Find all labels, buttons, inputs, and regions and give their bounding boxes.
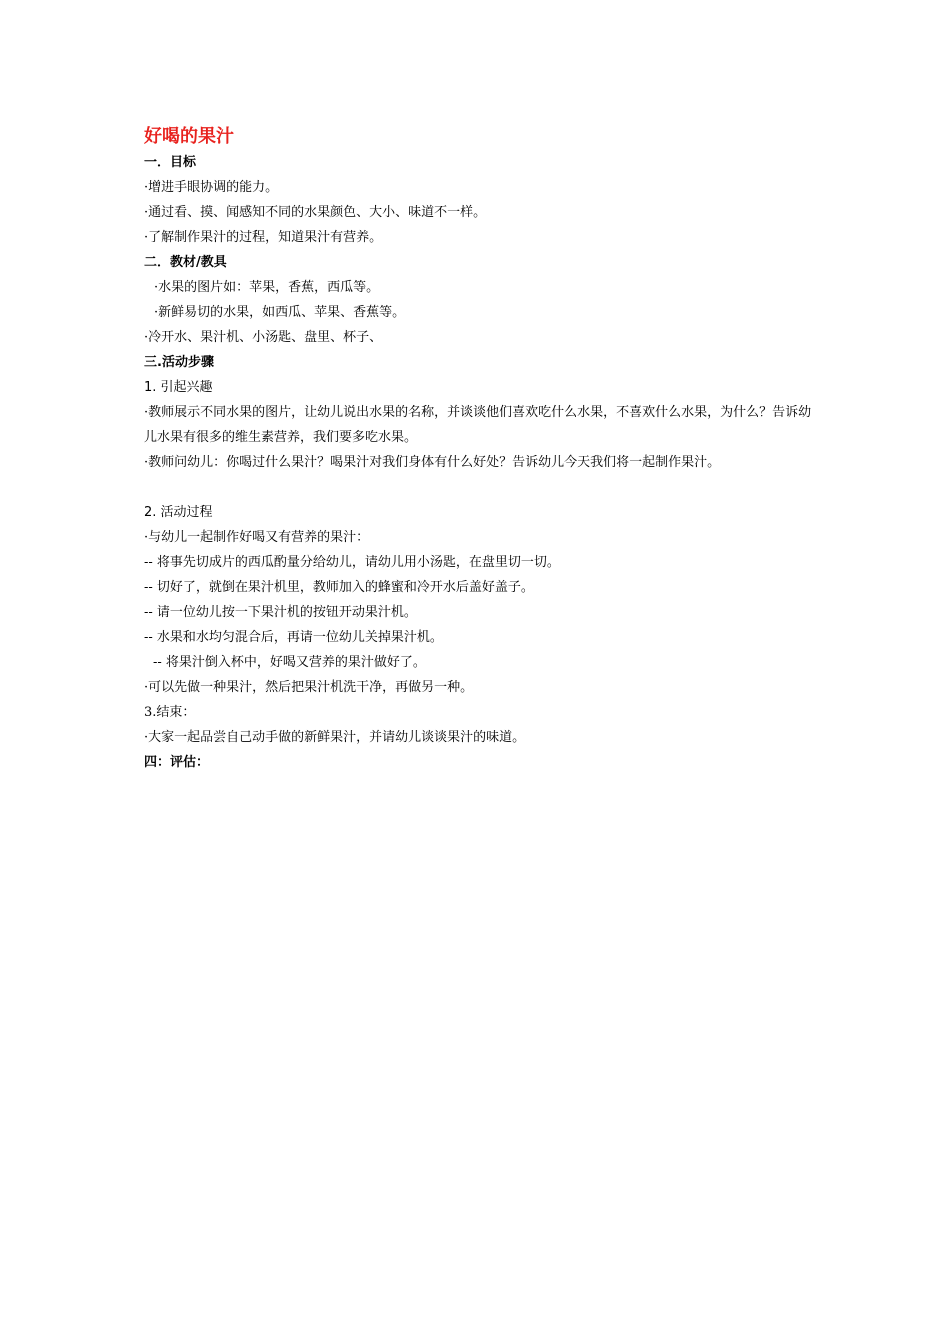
- blank-line: [144, 475, 814, 500]
- material-item: ·新鲜易切的水果，如西瓜、苹果、香蕉等。: [154, 305, 406, 320]
- step-heading-2: 2. 活动过程: [144, 505, 213, 520]
- goal-item: ·了解制作果汁的过程，知道果汁有营养。: [144, 230, 383, 245]
- step2-item: -- 将事先切成片的西瓜酌量分给幼儿，请幼儿用小汤匙，在盘里切一切。: [144, 555, 560, 570]
- step2-item: ·与幼儿一起制作好喝又有营养的果汁：: [144, 530, 370, 545]
- document-title: 好喝的果汁: [144, 126, 234, 147]
- step2-item: -- 请一位幼儿按一下果汁机的按钮开动果汁机。: [144, 605, 417, 620]
- material-item: ·冷开水、果汁机、小汤匙、盘里、杯子、: [144, 330, 383, 345]
- goal-item: ·通过看、摸、闻感知不同的水果颜色、大小、味道不一样。: [144, 205, 487, 220]
- goal-item: ·增进手眼协调的能力。: [144, 180, 279, 195]
- section-heading-evaluation: 四：评估：: [144, 755, 210, 770]
- step1-paragraph: ·教师问幼儿：你喝过什么果汁？喝果汁对我们身体有什么好处？告诉幼儿今天我们将一起制作果汁。: [144, 455, 721, 470]
- step2-item: -- 切好了，就倒在果汁机里，教师加入的蜂蜜和冷开水后盖好盖子。: [144, 580, 534, 595]
- section-heading-goals: 一．目标: [144, 155, 197, 170]
- section-heading-materials: 二．教材/教具: [144, 255, 227, 270]
- step3-item: ·大家一起品尝自己动手做的新鲜果汁，并请幼儿谈谈果汁的味道。: [144, 730, 526, 745]
- step1-paragraph: ·教师展示不同水果的图片，让幼儿说出水果的名称，并谈谈他们喜欢吃什么水果，不喜欢什么水果，为什么？告诉幼儿水果有很多的维生素营养，我们要多吃水果。: [144, 405, 812, 445]
- material-item: ·水果的图片如：苹果，香蕉，西瓜等。: [154, 280, 380, 295]
- section-heading-steps: 三.活动步骤: [144, 355, 214, 370]
- step2-item: ·可以先做一种果汁，然后把果汁机洗干净，再做另一种。: [144, 680, 474, 695]
- step2-item: -- 水果和水均匀混合后，再请一位幼儿关掉果汁机。: [144, 630, 443, 645]
- step2-item: -- 将果汁倒入杯中，好喝又营养的果汁做好了。: [153, 655, 426, 670]
- step-heading-1: 1. 引起兴趣: [144, 380, 213, 395]
- document-body: [144, 123, 814, 775]
- step-heading-3: 3.结束：: [144, 705, 196, 720]
